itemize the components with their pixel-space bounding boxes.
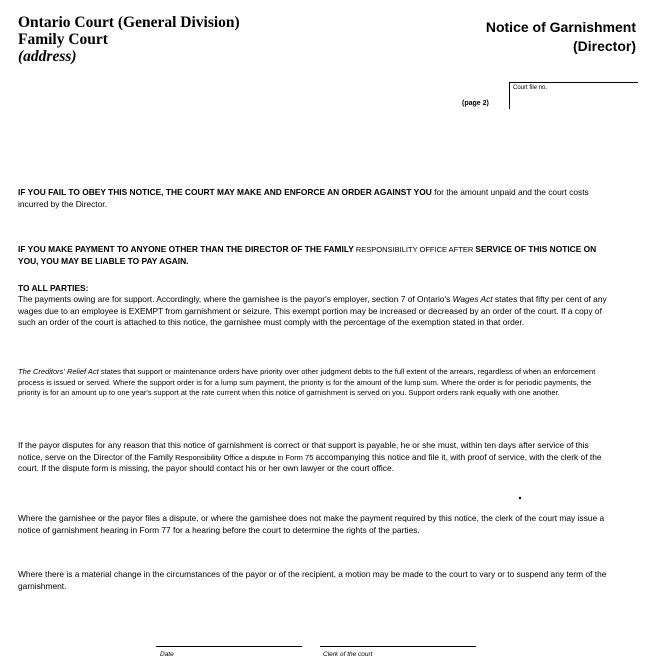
- page-number: (page 2): [462, 100, 489, 107]
- court-header: [18, 14, 240, 65]
- priority-paragraph: [18, 367, 608, 399]
- date-signature-line[interactable]: [156, 646, 302, 647]
- court-branch: Family Court: [18, 31, 108, 48]
- dispute-text-mid: Responsibility Office a dispute in Form 75: [173, 452, 314, 462]
- court-name: Ontario Court (General Division): [18, 14, 240, 31]
- stray-mark: [519, 497, 521, 499]
- exemption-text-a: The payments owing are for support. Accordingly, where the garnishee is the payor's employer, section 7 of Ontario's: [18, 294, 453, 304]
- date-label: Date: [160, 651, 174, 658]
- warning-2-bold-2: SERVICE OF THIS NOTICE ON YOU, YOU MAY BE LIABLE TO PAY AGAIN.: [18, 244, 597, 266]
- warning-2-bold: IF YOU MAKE PAYMENT TO ANYONE OTHER THAN THE DIRECTOR OF THE FAMILY: [18, 244, 354, 254]
- court-address: (address): [18, 48, 77, 65]
- warning-paragraph-1: [18, 187, 608, 210]
- warning-1-text: for the amount unpaid and the court costs incurred by the Director.: [18, 187, 589, 209]
- form-title: [486, 18, 636, 56]
- clerk-signature-line[interactable]: [320, 646, 476, 647]
- court-file-number-label: Court file no.: [513, 85, 548, 91]
- clerk-label: Clerk of the court: [323, 651, 373, 658]
- exemption-paragraph: [18, 294, 608, 329]
- form-title-line2: (Director): [572, 38, 636, 54]
- warning-1-bold: IF YOU FAIL TO OBEY THIS NOTICE, THE COURT MAY MAKE AND ENFORCE AN ORDER AGAINST YOU: [18, 187, 432, 197]
- wages-act-name: Wages Act: [452, 294, 493, 304]
- dispute-text-a: If the payor disputes for any reason that this notice of garnishment is correct or that support is payable, he or she must, within ten days after service of this notice, serve on the Director of the Family: [18, 440, 589, 462]
- exemption-text-b: states that fifty per cent of any wages due to an employee is EXEMPT from garnishment or seizure. This exempt portion may be increased or decreased by an order of the court. If a copy of such an order of the court is attached to this notice, the garnishee must comply with the percentage of the exemption stated in that order.: [18, 294, 607, 328]
- creditors-relief-act-name: The Creditors' Relief Act: [18, 367, 99, 376]
- hearing-paragraph: Where the garnishee or the payor files a dispute, or where the garnishee does not make the payment required by this notice, the clerk of the court may issue a notice of garnishment hearing in Form 77 for a hearing before the court to determine the rights of the parties.: [18, 513, 605, 535]
- dispute-text-b: accompanying this notice and file it, with proof of service, with the clerk of the court. If the dispute form is missing, the payor should contact his or her own lawyer or the court office.: [18, 451, 602, 474]
- warning-2-text: RESPONSIBILITY OFFICE AFTER: [353, 245, 476, 254]
- warning-paragraph-2: [18, 244, 608, 267]
- priority-text: states that support or maintenance orders have priority over other judgment debts to the full extent of the arrears, regardless of when an enforcement process is issued or served. Where the support order is for a lump sum payment, the priority is for the amount of the lump sum. Where the order is for periodic payments, the priority is for an amount up to one year's support at the rate current when this notice of garnishment is served on you. Support orders rank equally with one another.: [18, 367, 596, 398]
- court-file-number-box[interactable]: [509, 82, 638, 109]
- form-title-line1: Notice of Garnishment: [485, 19, 636, 35]
- to-all-parties-heading: TO ALL PARTIES:: [18, 283, 89, 293]
- dispute-paragraph: [18, 440, 608, 475]
- variation-paragraph: Where there is a material change in the circumstances of the payor or of the recipient, a motion may be made to the court to vary or to suspend any term of the garnishment.: [18, 569, 607, 591]
